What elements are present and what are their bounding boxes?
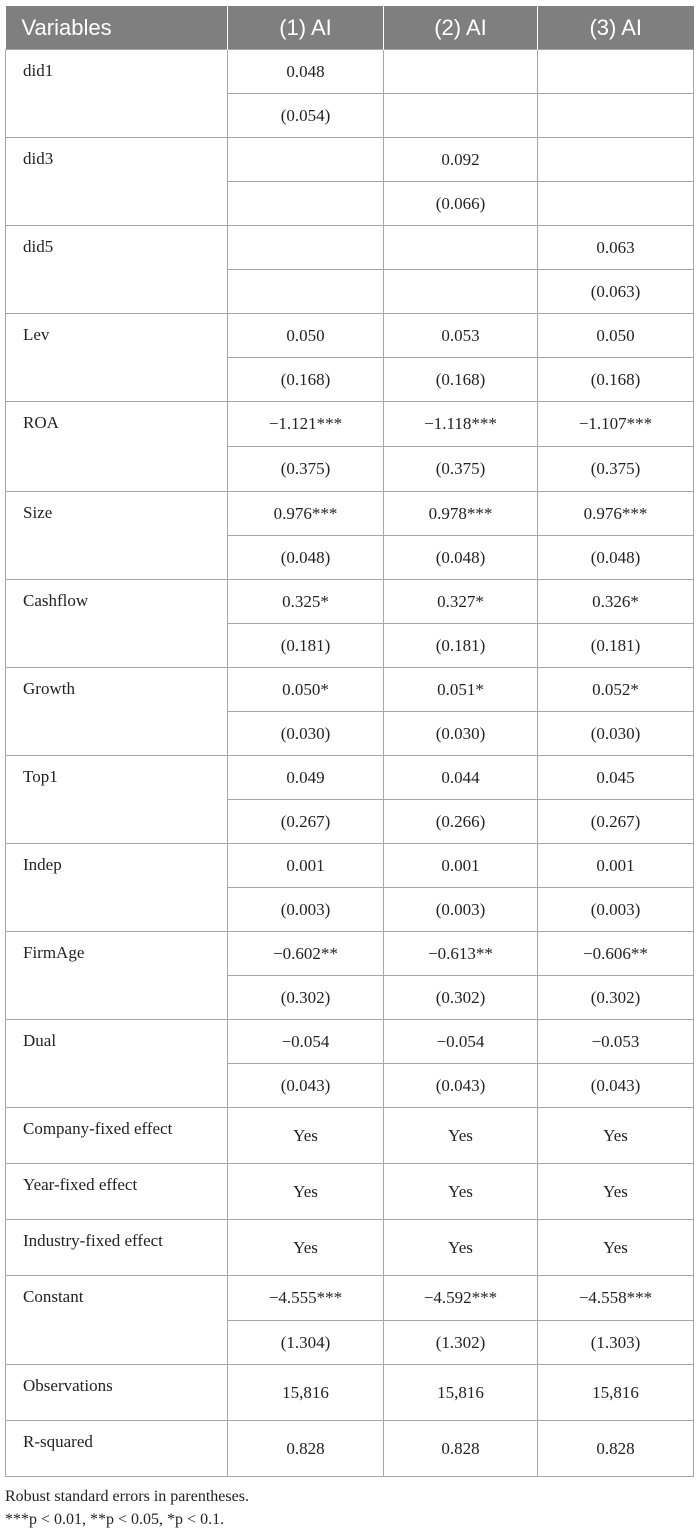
coef-cell: −0.602** [228, 932, 384, 976]
table-row [6, 402, 694, 447]
se-cell: (0.266) [384, 800, 538, 844]
row-label: Dual [6, 1020, 228, 1108]
se-cell [384, 270, 538, 314]
se-cell: (0.375) [538, 447, 694, 492]
coef-cell: 0.049 [228, 756, 384, 800]
se-cell [384, 94, 538, 138]
coef-cell: 0.976*** [228, 492, 384, 536]
header-col1: (1) AI [228, 6, 384, 50]
row-label: R-squared [6, 1421, 228, 1477]
se-cell [538, 94, 694, 138]
row-label: Lev [6, 314, 228, 402]
fe-cell: Yes [228, 1108, 384, 1164]
coef-cell: 0.048 [228, 50, 384, 94]
header-col3: (3) AI [538, 6, 694, 50]
se-cell: (0.048) [384, 536, 538, 580]
coef-cell: 0.053 [384, 314, 538, 358]
row-label: Observations [6, 1365, 228, 1421]
se-cell: (0.267) [538, 800, 694, 844]
notes-line-1: Robust standard errors in parentheses. [5, 1488, 249, 1505]
table-row [6, 668, 694, 712]
table-row [6, 1220, 694, 1276]
coef-cell: 0.325* [228, 580, 384, 624]
coef-cell: −4.555*** [228, 1276, 384, 1321]
regression-table-page [5, 6, 693, 1531]
se-cell: (0.030) [538, 712, 694, 756]
se-cell: (0.181) [384, 624, 538, 668]
row-label: FirmAge [6, 932, 228, 1020]
table-row [6, 1164, 694, 1220]
coef-cell: 0.044 [384, 756, 538, 800]
stat-cell: 0.828 [228, 1421, 384, 1477]
coef-cell [228, 138, 384, 182]
table-row [6, 932, 694, 976]
table-row [6, 756, 694, 800]
se-cell: (0.003) [538, 888, 694, 932]
coef-cell: 0.092 [384, 138, 538, 182]
coef-cell: −1.118*** [384, 402, 538, 447]
table-row [6, 580, 694, 624]
se-cell: (0.030) [228, 712, 384, 756]
row-label: did5 [6, 226, 228, 314]
stat-cell: 0.828 [384, 1421, 538, 1477]
se-cell: (0.302) [538, 976, 694, 1020]
se-cell: (0.030) [384, 712, 538, 756]
se-cell: (0.267) [228, 800, 384, 844]
se-cell: (0.043) [538, 1064, 694, 1108]
stat-cell: 15,816 [384, 1365, 538, 1421]
coef-cell: 0.052* [538, 668, 694, 712]
row-label: Size [6, 492, 228, 580]
se-cell [538, 182, 694, 226]
table-row [6, 138, 694, 182]
se-cell: (0.066) [384, 182, 538, 226]
coef-cell: −0.054 [384, 1020, 538, 1064]
header-variables: Variables [6, 6, 228, 50]
fe-cell: Yes [384, 1108, 538, 1164]
coef-cell: 0.050* [228, 668, 384, 712]
se-cell: (1.302) [384, 1321, 538, 1365]
se-cell: (0.048) [228, 536, 384, 580]
coef-cell [228, 226, 384, 270]
table-body [6, 50, 694, 1477]
row-label: did1 [6, 50, 228, 138]
se-cell: (0.168) [228, 358, 384, 402]
table-row [6, 314, 694, 358]
row-label: Constant [6, 1276, 228, 1365]
se-cell: (0.063) [538, 270, 694, 314]
coef-cell [538, 138, 694, 182]
fe-cell: Yes [538, 1108, 694, 1164]
table-row [6, 1020, 694, 1064]
coef-cell: 0.051* [384, 668, 538, 712]
row-label: Indep [6, 844, 228, 932]
se-cell: (0.043) [384, 1064, 538, 1108]
row-label: Cashflow [6, 580, 228, 668]
stat-cell: 0.828 [538, 1421, 694, 1477]
fe-cell: Yes [538, 1220, 694, 1276]
fe-cell: Yes [384, 1164, 538, 1220]
se-cell: (0.181) [538, 624, 694, 668]
coef-cell: 0.045 [538, 756, 694, 800]
se-cell: (0.181) [228, 624, 384, 668]
coef-cell: 0.978*** [384, 492, 538, 536]
se-cell: (0.302) [384, 976, 538, 1020]
coef-cell [538, 50, 694, 94]
coef-cell: −4.558*** [538, 1276, 694, 1321]
se-cell: (1.304) [228, 1321, 384, 1365]
coef-cell: 0.327* [384, 580, 538, 624]
table-row [6, 1421, 694, 1477]
table-row [6, 1108, 694, 1164]
table-row [6, 844, 694, 888]
notes-line-2: ***p < 0.01, **p < 0.05, *p < 0.1. [5, 1511, 225, 1528]
fe-cell: Yes [384, 1220, 538, 1276]
coef-cell: −0.606** [538, 932, 694, 976]
coef-cell [384, 50, 538, 94]
fe-cell: Yes [228, 1164, 384, 1220]
header-col2: (2) AI [384, 6, 538, 50]
se-cell: (0.302) [228, 976, 384, 1020]
table-header [6, 6, 694, 50]
se-cell: (0.168) [538, 358, 694, 402]
coef-cell: −0.054 [228, 1020, 384, 1064]
se-cell: (0.375) [228, 447, 384, 492]
coef-cell: 0.063 [538, 226, 694, 270]
coef-cell: 0.001 [228, 844, 384, 888]
table-row [6, 50, 694, 94]
coef-cell: −4.592*** [384, 1276, 538, 1321]
coef-cell: 0.050 [538, 314, 694, 358]
se-cell: (0.003) [384, 888, 538, 932]
row-label: Company-fixed effect [6, 1108, 228, 1164]
se-cell: (0.043) [228, 1064, 384, 1108]
coef-cell: 0.001 [384, 844, 538, 888]
se-cell [228, 182, 384, 226]
stat-cell: 15,816 [228, 1365, 384, 1421]
se-cell [228, 270, 384, 314]
coef-cell: −1.121*** [228, 402, 384, 447]
table-row [6, 1276, 694, 1321]
coef-cell: 0.050 [228, 314, 384, 358]
row-label: Industry-fixed effect [6, 1220, 228, 1276]
table-notes [5, 1485, 693, 1531]
row-label: ROA [6, 402, 228, 492]
table-row [6, 1365, 694, 1421]
table-row [6, 492, 694, 536]
coef-cell: −0.053 [538, 1020, 694, 1064]
se-cell: (0.003) [228, 888, 384, 932]
coef-cell [384, 226, 538, 270]
fe-cell: Yes [538, 1164, 694, 1220]
se-cell: (0.168) [384, 358, 538, 402]
coef-cell: −0.613** [384, 932, 538, 976]
table-row [6, 226, 694, 270]
row-label: Growth [6, 668, 228, 756]
se-cell: (0.054) [228, 94, 384, 138]
fe-cell: Yes [228, 1220, 384, 1276]
row-label: Top1 [6, 756, 228, 844]
coef-cell: 0.976*** [538, 492, 694, 536]
se-cell: (1.303) [538, 1321, 694, 1365]
coef-cell: 0.001 [538, 844, 694, 888]
coef-cell: 0.326* [538, 580, 694, 624]
row-label: Year-fixed effect [6, 1164, 228, 1220]
se-cell: (0.048) [538, 536, 694, 580]
row-label: did3 [6, 138, 228, 226]
stat-cell: 15,816 [538, 1365, 694, 1421]
se-cell: (0.375) [384, 447, 538, 492]
coef-cell: −1.107*** [538, 402, 694, 447]
regression-table [5, 6, 694, 1477]
